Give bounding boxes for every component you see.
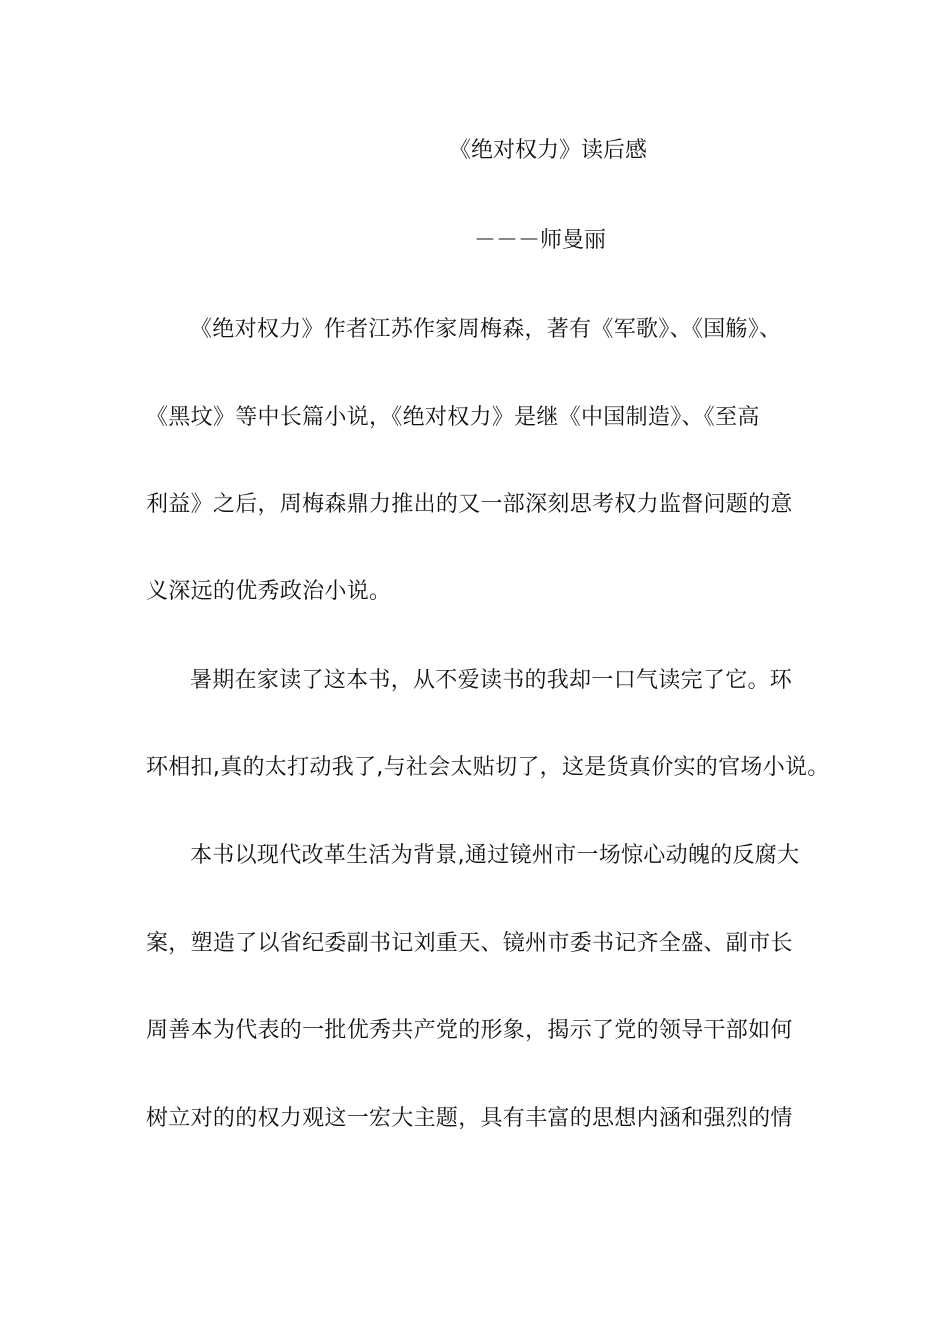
paragraph-line: 案，塑造了以省纪委副书记刘重天、镜州市委书记齐全盛、副市长 bbox=[146, 931, 793, 956]
paragraph-line: 暑期在家读了这本书，从不爱读书的我却一口气读完了它。环 bbox=[190, 668, 793, 693]
document-author: －－－师曼丽 bbox=[473, 228, 606, 253]
paragraph-line: 树立对的的权力观这一宏大主题，具有丰富的思想内涵和强烈的情 bbox=[146, 1106, 793, 1131]
paragraph-line: 周善本为代表的一批优秀共产党的形象，揭示了党的领导干部如何 bbox=[146, 1018, 793, 1043]
paragraph-line: 利益》之后，周梅森鼎力推出的又一部深刻思考权力监督问题的意 bbox=[146, 492, 793, 517]
paragraph-line: 本书以现代改革生活为背景,通过镜州市一场惊心动魄的反腐大 bbox=[190, 843, 800, 868]
paragraph-line: 《黑坟》等中长篇小说，《绝对权力》是继《中国制造》、《至高 bbox=[146, 405, 760, 430]
document-title: 《绝对权力》读后感 bbox=[448, 138, 647, 163]
paragraph-line: 《绝对权力》作者江苏作家周梅森，著有《军歌》、《国觞》、 bbox=[190, 317, 782, 342]
paragraph-line: 环相扣,真的太打动我了,与社会太贴切了，这是货真价实的官场小说。 bbox=[146, 755, 830, 780]
paragraph-line: 义深远的优秀政治小说。 bbox=[146, 579, 392, 604]
